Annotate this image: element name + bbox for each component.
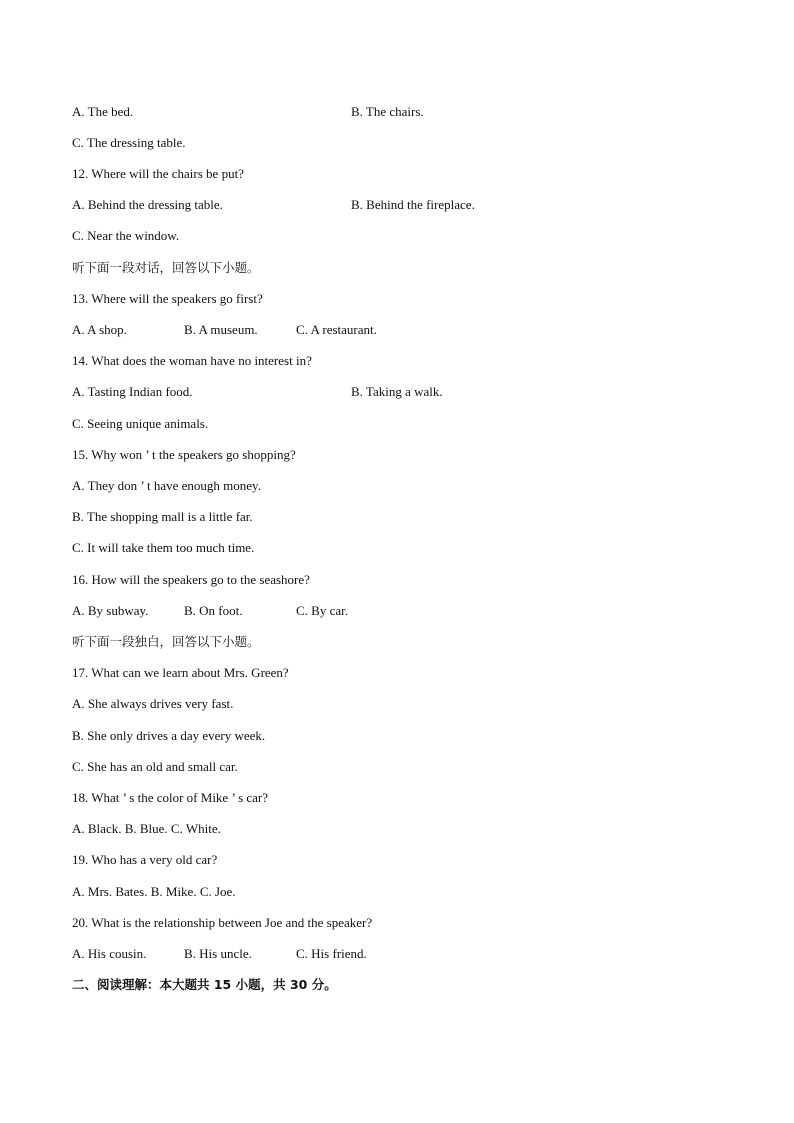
section-heading: 二、阅读理解：本大题共 15 小题，共 30 分。: [72, 977, 337, 992]
option-c: C. A restaurant.: [296, 322, 377, 337]
question-17-option-a: A. She always drives very fast.: [72, 696, 234, 711]
option-c: C. By car.: [296, 603, 348, 618]
section-instruction: 听下面一段对话，回答以下小题。: [72, 260, 260, 275]
option-a: A. Behind the dressing table.: [72, 197, 223, 212]
question-19-options: A. Mrs. Bates. B. Mike. C. Joe.: [72, 884, 236, 899]
option-a: A. The bed.: [72, 104, 134, 119]
question-12: 12. Where will the chairs be put?: [72, 166, 244, 181]
option-a: A. By subway.: [72, 603, 149, 618]
question-20: 20. What is the relationship between Joe and the speaker?: [72, 915, 373, 930]
option-a: A. A shop.: [72, 322, 127, 337]
question-17-option-b: B. She only drives a day every week.: [72, 728, 266, 743]
option-b: B. His uncle.: [184, 946, 252, 961]
question-19: 19. Who has a very old car?: [72, 852, 218, 867]
option-a: A. His cousin.: [72, 946, 147, 961]
option-b: B. Taking a walk.: [351, 384, 443, 399]
question-14: 14. What does the woman have no interest in?: [72, 353, 312, 368]
question-13: 13. Where will the speakers go first?: [72, 291, 263, 306]
option-a: A. Tasting Indian food.: [72, 384, 193, 399]
question-18-options: A. Black. B. Blue. C. White.: [72, 821, 221, 836]
question-15-option-c: C. It will take them too much time.: [72, 540, 255, 555]
option-b: B. The chairs.: [351, 104, 424, 119]
question-12-option-c: C. Near the window.: [72, 228, 180, 243]
question-16: 16. How will the speakers go to the seashore?: [72, 572, 310, 587]
question-15-option-b: B. The shopping mall is a little far.: [72, 509, 253, 524]
question-17-option-c: C. She has an old and small car.: [72, 759, 238, 774]
question-17: 17. What can we learn about Mrs. Green?: [72, 665, 289, 680]
option-b: B. On foot.: [184, 603, 243, 618]
question-18: 18. What ’ s the color of Mike ’ s car?: [72, 790, 269, 805]
option-c: C. His friend.: [296, 946, 367, 961]
question-15-option-a: A. They don ’ t have enough money.: [72, 478, 261, 493]
option-b: B. Behind the fireplace.: [351, 197, 475, 212]
section-instruction: 听下面一段独白，回答以下小题。: [72, 634, 260, 649]
question-11-option-c: C. The dressing table.: [72, 135, 186, 150]
question-14-option-c: C. Seeing unique animals.: [72, 416, 209, 431]
option-b: B. A museum.: [184, 322, 258, 337]
question-15: 15. Why won ’ t the speakers go shopping?: [72, 447, 296, 462]
